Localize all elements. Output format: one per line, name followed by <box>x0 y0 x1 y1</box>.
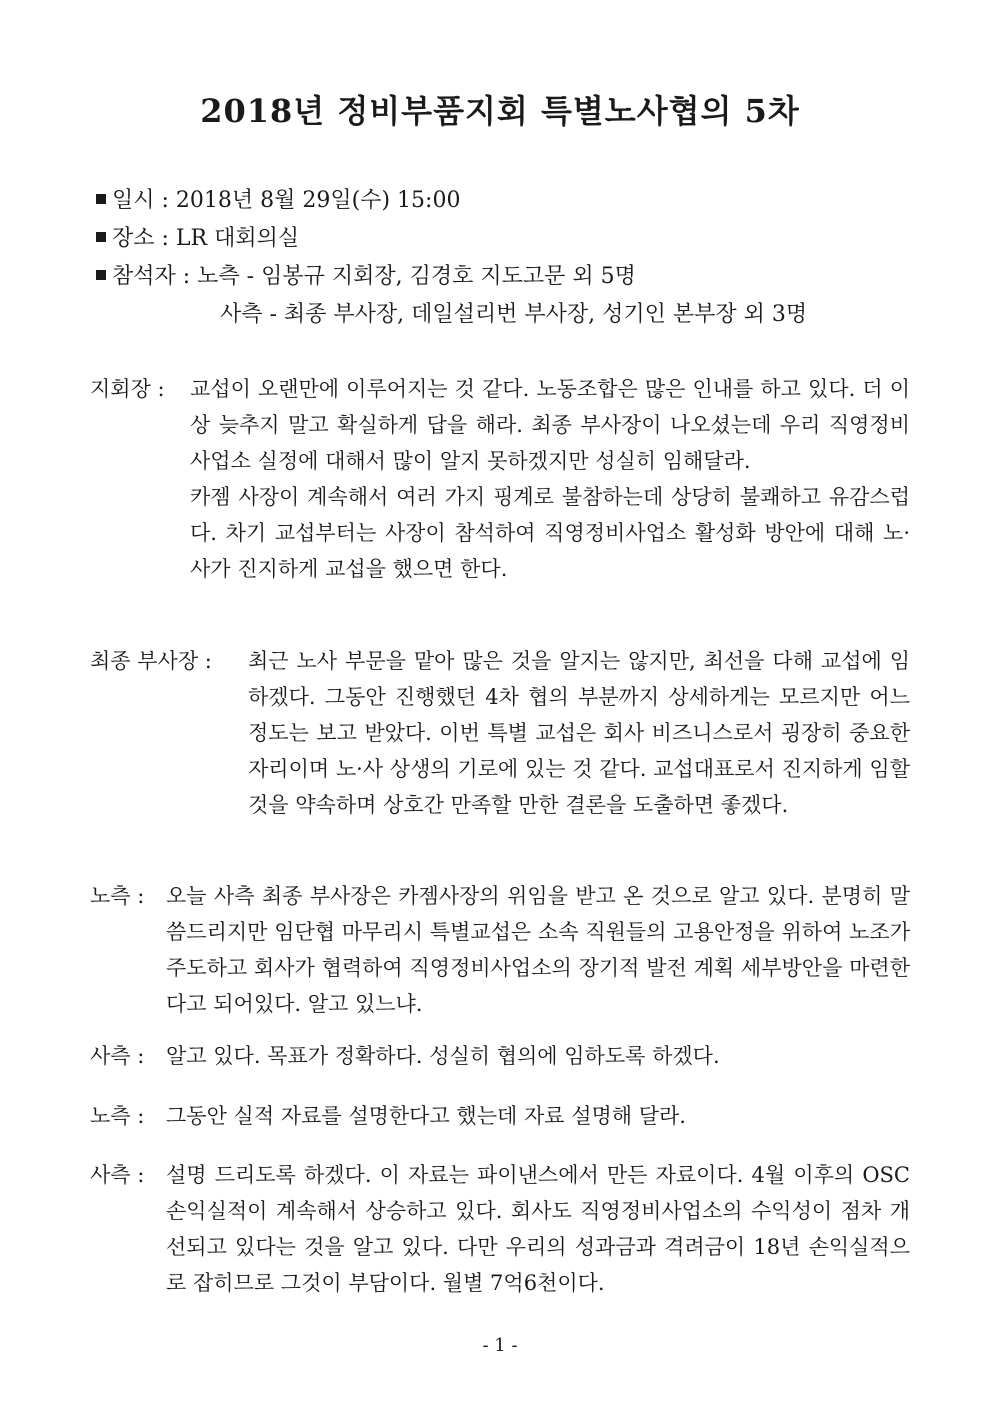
entry-paragraph: 카젬 사장이 계속해서 여러 가지 핑계로 불참하는데 상당히 불쾌하고 유감스럽다. 차기 교섭부터는 사장이 참석하여 직영정비사업소 활성화 방안에 대해 노·사가 진지하게 교섭을 했으면 한다. <box>190 485 910 581</box>
minutes-entry <box>90 1098 910 1134</box>
entry-text <box>166 878 910 1022</box>
document-title: 2018년 정비부품지회 특별노사협의 5차 <box>200 92 800 130</box>
speaker-label: 사측 : <box>90 1163 145 1187</box>
entry-paragraph: 오늘 사측 최종 부사장은 카젬사장의 위임을 받고 온 것으로 알고 있다. 분명히 말씀드리지만 임단협 마무리시 특별교섭은 소속 직원들의 고용안정을 위하여 노조가 주도하고 회사가 협력하여 직영정비사업소의 장기적 발전 계획 세부방안을 마련한다고 되어있다. 알고 있느냐. <box>166 884 910 1016</box>
entry-text <box>166 1098 910 1134</box>
minutes-entry <box>90 1157 910 1301</box>
minutes-entry <box>90 1038 910 1074</box>
entry-text <box>166 1038 910 1074</box>
meta-date-text: 일시 : 2018년 8월 29일(수) 15:00 <box>112 188 461 213</box>
meta-attendees-cont-text: 사측 - 최종 부사장, 데일설리번 부사장, 성기인 본부장 외 3명 <box>220 302 808 327</box>
meta-attendees-continued <box>220 300 807 330</box>
entry-text <box>248 643 910 823</box>
meta-place-text: 장소 : LR 대회의실 <box>112 226 300 251</box>
speaker-label: 노측 : <box>90 884 145 908</box>
speaker-label: 지회장 : <box>90 377 165 401</box>
entry-text <box>166 1157 910 1301</box>
speaker-label: 최종 부사장 : <box>90 649 212 673</box>
minutes-entry <box>90 643 910 823</box>
minutes-entry <box>90 371 910 587</box>
speaker-label: 노측 : <box>90 1104 145 1128</box>
entry-paragraph: 교섭이 오랜만에 이루어지는 것 같다. 노동조합은 많은 인내를 하고 있다. 더 이상 늦추지 말고 확실하게 답을 해라. 최종 부사장이 나오셨는데 우리 직영정비사업소 실정에 대해서 많이 알지 못하겠지만 성실히 임해달라. <box>190 377 910 473</box>
entry-paragraph: 그동안 실적 자료를 설명한다고 했는데 자료 설명해 달라. <box>166 1104 686 1128</box>
page-number: - 1 - <box>482 1335 518 1356</box>
meta-attendees-text: 참석자 : 노측 - 임봉규 지회장, 김경호 지도고문 외 5명 <box>112 264 636 289</box>
meta-date <box>96 186 460 216</box>
meta-place <box>96 224 299 254</box>
minutes-entry <box>90 878 910 1022</box>
entry-text <box>190 371 910 587</box>
speaker-label: 사측 : <box>90 1044 145 1068</box>
entry-paragraph: 알고 있다. 목표가 정확하다. 성실히 협의에 임하도록 하겠다. <box>166 1044 720 1068</box>
entry-paragraph: 최근 노사 부문을 맡아 많은 것을 알지는 않지만, 최선을 다해 교섭에 임하겠다. 그동안 진행했던 4차 협의 부분까지 상세하게는 모르지만 어느 정도는 보고 받았다. 이번 특별 교섭은 회사 비즈니스로서 굉장히 중요한 자리이며 노·사 상생의 기로에 있는 것 같다. 교섭대표로서 진지하게 임할 것을 약속하며 상호간 만족할 만한 결론을 도출하면 좋겠다. <box>248 649 910 817</box>
square-bullet-icon <box>96 194 106 204</box>
square-bullet-icon <box>96 232 106 242</box>
entry-paragraph: 설명 드리도록 하겠다. 이 자료는 파이낸스에서 만든 자료이다. 4월 이후의 OSC 손익실적이 계속해서 상승하고 있다. 회사도 직영정비사업소의 수익성이 점차 개선되고 있다는 것을 알고 있다. 다만 우리의 성과금과 격려금이 18년 손익실적으로 잡히므로 그것이 부담이다. 월별 7억6천이다. <box>166 1163 910 1295</box>
meta-attendees <box>96 262 636 292</box>
square-bullet-icon <box>96 270 106 280</box>
